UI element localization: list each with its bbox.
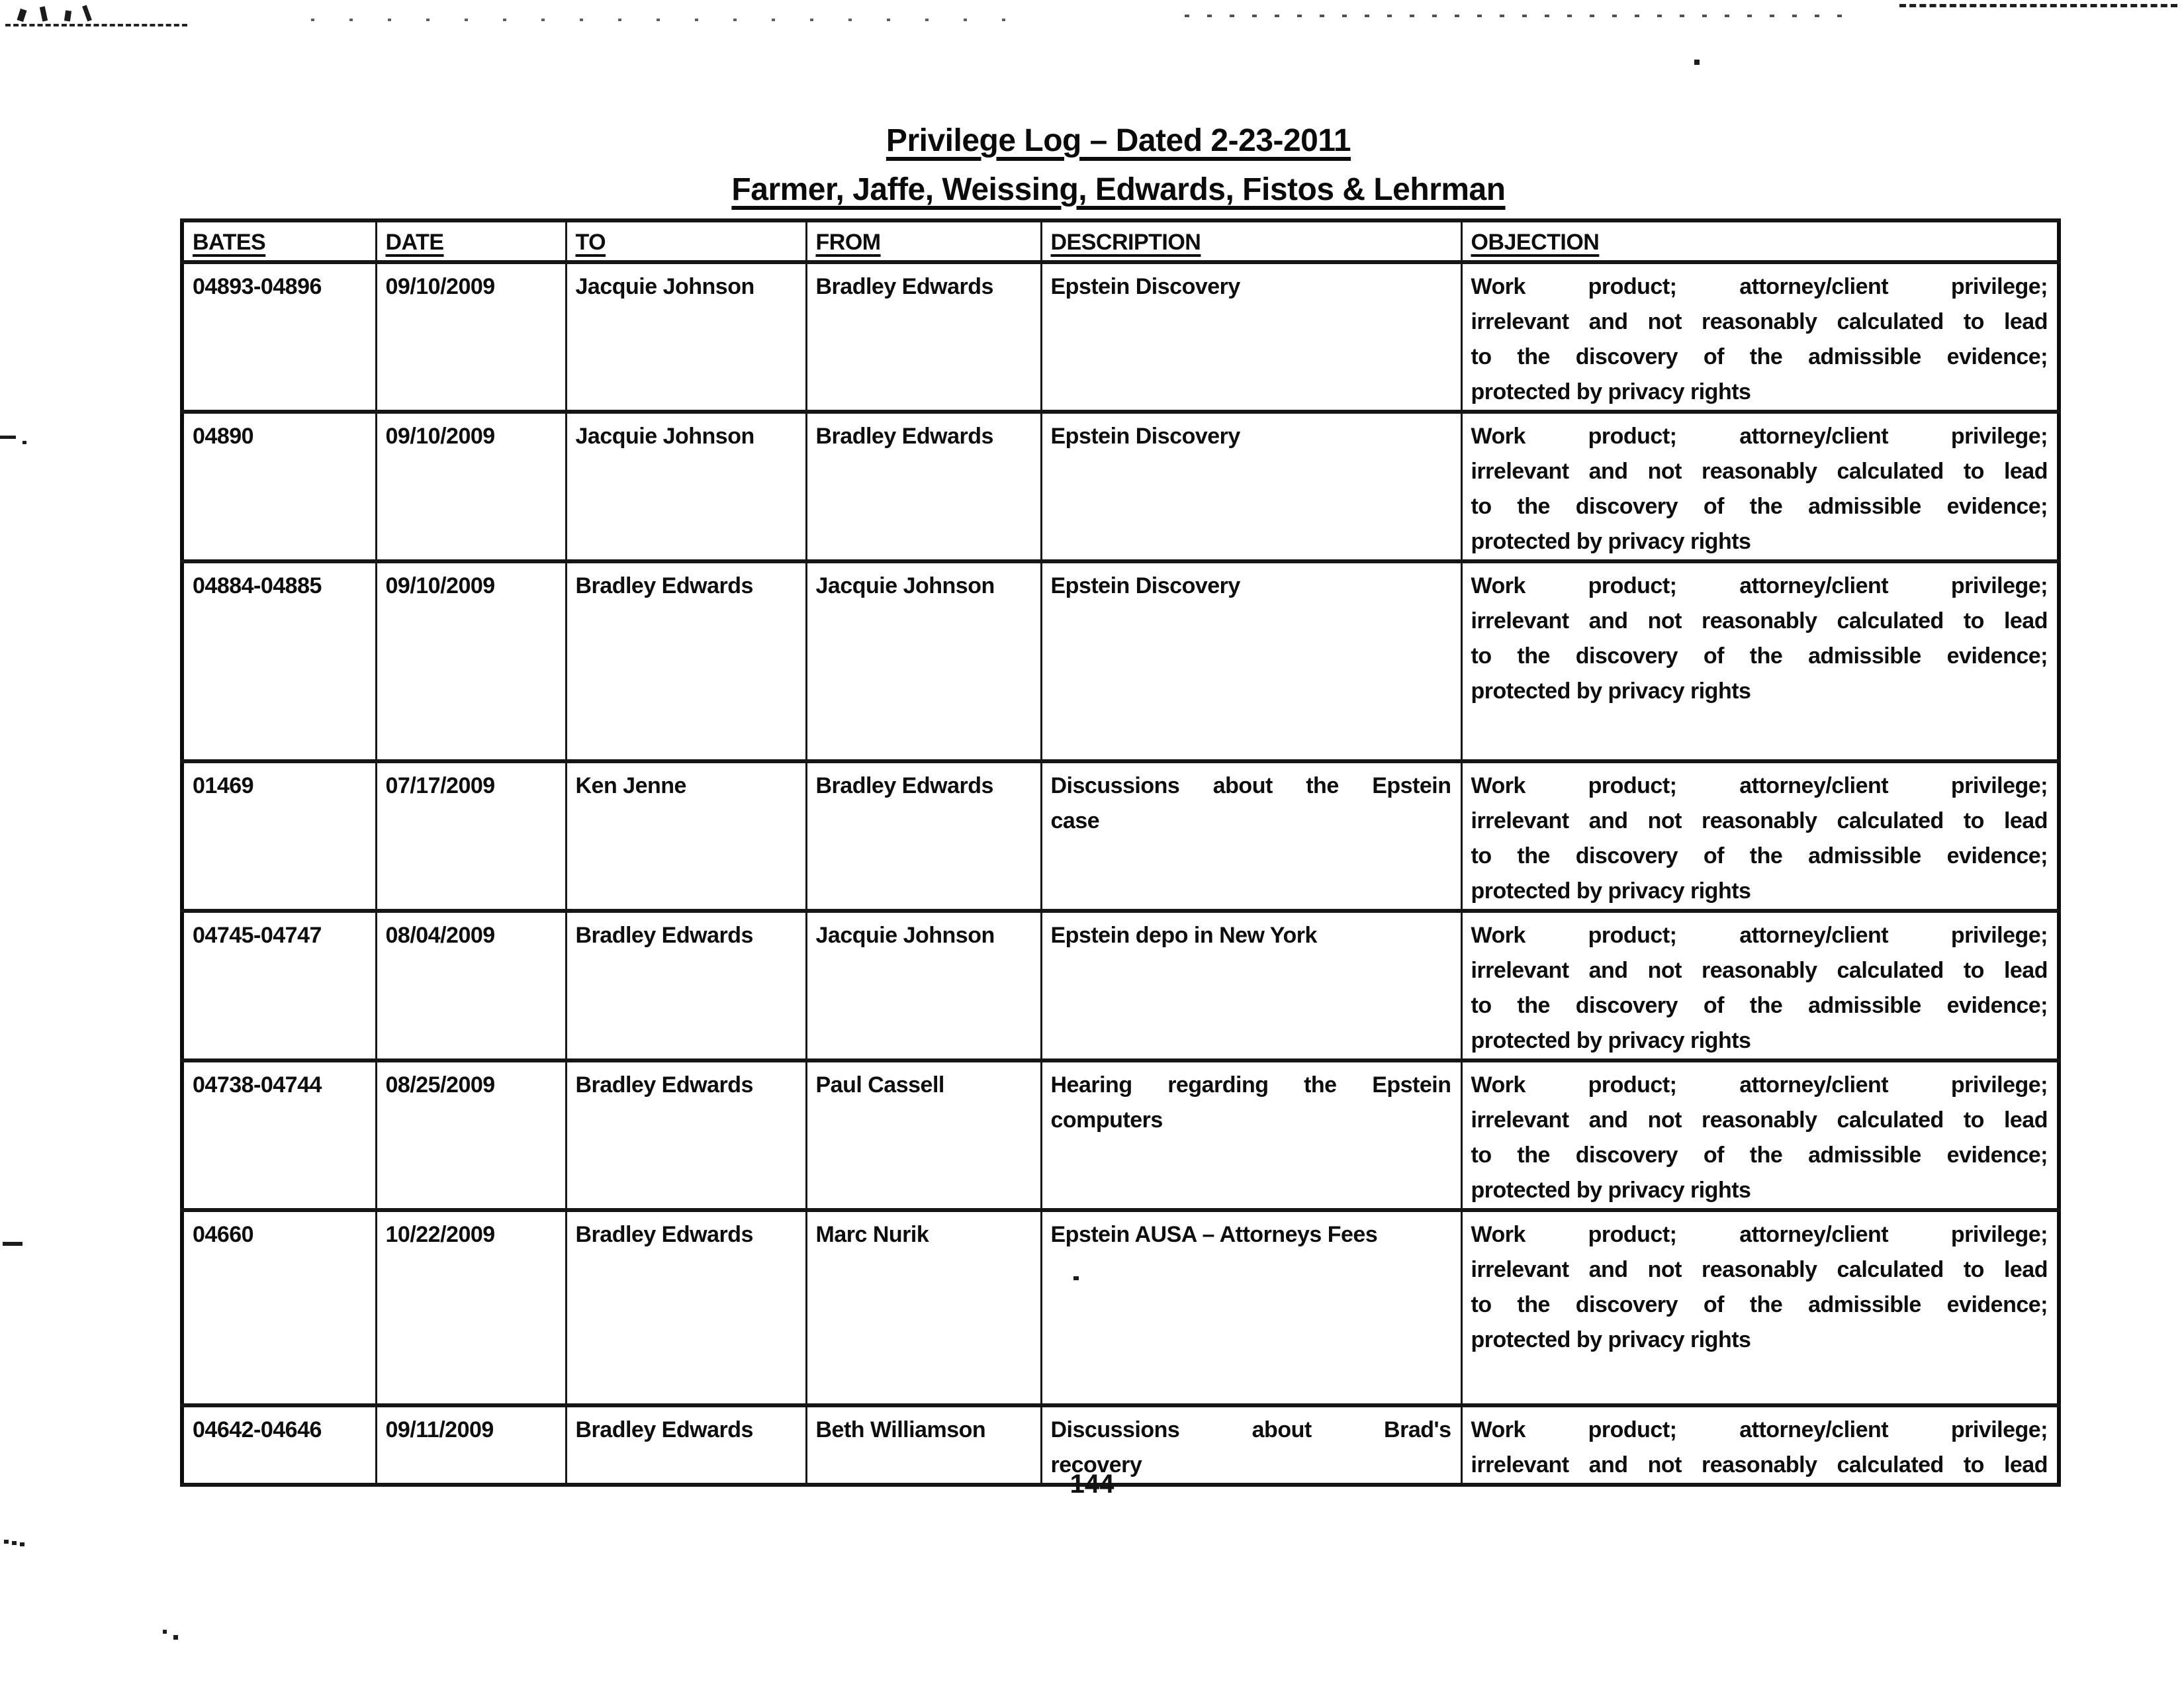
objection-line: protected by privacy rights xyxy=(1471,679,1751,704)
objection-line: protected by privacy rights xyxy=(1471,1178,1751,1203)
objection-line: Work product; attorney/client privilege; xyxy=(1471,1222,2048,1247)
cell-from: Bradley Edwards xyxy=(806,761,1041,911)
cell-date: 07/17/2009 xyxy=(376,761,566,911)
scan-artifact xyxy=(173,1635,178,1640)
cell-bates: 04660 xyxy=(182,1210,376,1405)
objection-line: Work product; attorney/client privilege; xyxy=(1471,1417,2048,1442)
scan-artifact xyxy=(1185,15,1846,17)
objection-line: irrelevant and not reasonably calculated to lead xyxy=(1471,1107,2048,1133)
cell-from: Marc Nurik xyxy=(806,1210,1041,1405)
objection-line: to the discovery of the admissible evidence; xyxy=(1471,643,2048,669)
cell-objection xyxy=(1461,911,2059,1060)
objection-line: Work product; attorney/client privilege; xyxy=(1471,773,2048,798)
cell-to: Bradley Edwards xyxy=(566,1060,806,1210)
scan-artifact xyxy=(20,1542,24,1546)
cell-bates: 04893-04896 xyxy=(182,262,376,412)
cell-objection xyxy=(1461,412,2059,561)
cell-objection xyxy=(1461,561,2059,761)
objection-line: to the discovery of the admissible evidence; xyxy=(1471,843,2048,868)
description-line: Discussions about the Epstein xyxy=(1050,773,1451,798)
table-row xyxy=(182,561,2059,761)
column-header-to: TO xyxy=(566,220,806,262)
cell-to: Jacquie Johnson xyxy=(566,412,806,561)
description-line: Epstein Discovery xyxy=(1050,274,1240,299)
cell-description xyxy=(1041,1060,1461,1210)
cell-bates: 04745-04747 xyxy=(182,911,376,1060)
cell-from: Jacquie Johnson xyxy=(806,911,1041,1060)
objection-line: to the discovery of the admissible evidence; xyxy=(1471,1143,2048,1168)
objection-line: to the discovery of the admissible evidence; xyxy=(1471,993,2048,1018)
description-line: Hearing regarding the Epstein xyxy=(1050,1072,1451,1098)
cell-bates: 04884-04885 xyxy=(182,561,376,761)
cell-to: Bradley Edwards xyxy=(566,911,806,1060)
column-header-objection: OBJECTION xyxy=(1461,220,2059,262)
table-row xyxy=(182,1210,2059,1405)
scan-artifact xyxy=(3,1242,23,1246)
scan-artifact xyxy=(23,441,26,444)
cell-to: Bradley Edwards xyxy=(566,561,806,761)
scan-artifact xyxy=(163,1630,167,1634)
privilege-log-table xyxy=(180,218,2061,1487)
description-line: case xyxy=(1050,808,1100,833)
document-header xyxy=(180,120,2057,211)
description-line: recovery xyxy=(1050,1452,1142,1477)
cell-objection xyxy=(1461,262,2059,412)
column-header-bates: BATES xyxy=(182,220,376,262)
scan-artifact xyxy=(311,19,1013,21)
objection-line: irrelevant and not reasonably calculated to lead xyxy=(1471,1452,2048,1477)
cell-bates: 01469 xyxy=(182,761,376,911)
cell-date: 10/22/2009 xyxy=(376,1210,566,1405)
cell-description xyxy=(1041,1210,1461,1405)
cell-description xyxy=(1041,911,1461,1060)
table-body xyxy=(182,262,2059,1485)
objection-line: protected by privacy rights xyxy=(1471,878,1751,904)
objection-line: irrelevant and not reasonably calculated to lead xyxy=(1471,1257,2048,1282)
objection-line: irrelevant and not reasonably calculated to lead xyxy=(1471,459,2048,484)
cell-description xyxy=(1041,262,1461,412)
objection-line: Work product; attorney/client privilege; xyxy=(1471,1072,2048,1098)
objection-line: protected by privacy rights xyxy=(1471,379,1751,404)
description-line: Epstein depo in New York xyxy=(1050,923,1317,948)
column-header-description: DESCRIPTION xyxy=(1041,220,1461,262)
scan-artifact xyxy=(1899,4,2177,7)
objection-line: Work product; attorney/client privilege; xyxy=(1471,573,2048,598)
objection-line: irrelevant and not reasonably calculated to lead xyxy=(1471,958,2048,983)
cell-to: Bradley Edwards xyxy=(566,1210,806,1405)
document-title: Privilege Log – Dated 2-23-2011 xyxy=(886,123,1351,158)
description-line: Discussions about Brad's xyxy=(1050,1417,1451,1442)
objection-line: Work product; attorney/client privilege; xyxy=(1471,274,2048,299)
description-line: Epstein AUSA – Attorneys Fees xyxy=(1050,1222,1378,1247)
cell-description xyxy=(1041,561,1461,761)
scan-artifact xyxy=(5,24,187,26)
table-row xyxy=(182,761,2059,911)
cell-date: 09/10/2009 xyxy=(376,262,566,412)
cell-bates: 04738-04744 xyxy=(182,1060,376,1210)
cell-from: Paul Cassell xyxy=(806,1060,1041,1210)
description-line: Epstein Discovery xyxy=(1050,424,1240,449)
scan-artifact xyxy=(4,1540,9,1544)
column-header-date: DATE xyxy=(376,220,566,262)
scan-artifact xyxy=(40,6,48,21)
cell-date: 09/10/2009 xyxy=(376,412,566,561)
column-header-from: FROM xyxy=(806,220,1041,262)
table-row xyxy=(182,1060,2059,1210)
cell-date: 09/11/2009 xyxy=(376,1405,566,1485)
description-line: Epstein Discovery xyxy=(1050,573,1240,598)
cell-from: Jacquie Johnson xyxy=(806,561,1041,761)
cell-from: Beth Williamson xyxy=(806,1405,1041,1485)
objection-line: Work product; attorney/client privilege; xyxy=(1471,923,2048,948)
scan-artifact xyxy=(0,436,16,439)
table-row xyxy=(182,262,2059,412)
scan-artifact xyxy=(1694,60,1700,65)
cell-bates: 04890 xyxy=(182,412,376,561)
table-header-row xyxy=(182,220,2059,262)
objection-line: irrelevant and not reasonably calculated to lead xyxy=(1471,309,2048,334)
cell-objection xyxy=(1461,761,2059,911)
objection-line: protected by privacy rights xyxy=(1471,1327,1751,1352)
cell-bates: 04642-04646 xyxy=(182,1405,376,1485)
cell-objection xyxy=(1461,1210,2059,1405)
cell-date: 09/10/2009 xyxy=(376,561,566,761)
cell-description xyxy=(1041,412,1461,561)
cell-to: Jacquie Johnson xyxy=(566,262,806,412)
table-row xyxy=(182,911,2059,1060)
scan-artifact xyxy=(12,1541,17,1545)
scan-artifact xyxy=(17,9,26,22)
cell-description xyxy=(1041,761,1461,911)
objection-line: protected by privacy rights xyxy=(1471,1028,1751,1053)
objection-line: irrelevant and not reasonably calculated to lead xyxy=(1471,808,2048,833)
objection-line: irrelevant and not reasonably calculated to lead xyxy=(1471,608,2048,633)
cell-date: 08/04/2009 xyxy=(376,911,566,1060)
document-subtitle: Farmer, Jaffe, Weissing, Edwards, Fistos & Lehrman xyxy=(731,172,1506,207)
objection-line: Work product; attorney/client privilege; xyxy=(1471,424,2048,449)
scan-artifact xyxy=(82,5,92,22)
cell-from: Bradley Edwards xyxy=(806,412,1041,561)
cell-to: Ken Jenne xyxy=(566,761,806,911)
cell-from: Bradley Edwards xyxy=(806,262,1041,412)
cell-date: 08/25/2009 xyxy=(376,1060,566,1210)
cell-objection xyxy=(1461,1060,2059,1210)
description-line: computers xyxy=(1050,1107,1163,1133)
cell-to: Bradley Edwards xyxy=(566,1405,806,1485)
objection-line: to the discovery of the admissible evidence; xyxy=(1471,1292,2048,1317)
objection-line: to the discovery of the admissible evidence; xyxy=(1471,344,2048,369)
objection-line: protected by privacy rights xyxy=(1471,529,1751,554)
scan-artifact xyxy=(64,10,71,21)
table-row xyxy=(182,412,2059,561)
objection-line: to the discovery of the admissible evidence; xyxy=(1471,494,2048,519)
page-number: 144 xyxy=(1069,1470,1115,1499)
